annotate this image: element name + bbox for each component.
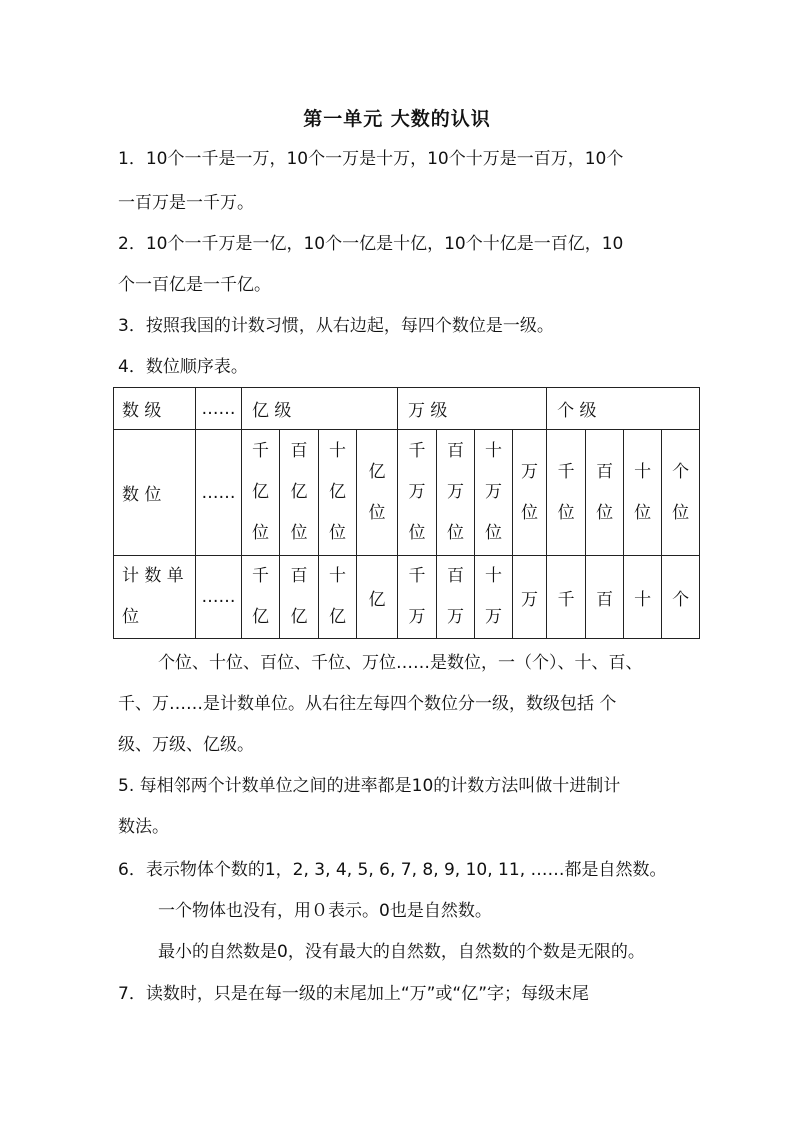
cell-unit-wan: 万: [513, 556, 547, 639]
item-3: 3．按照我国的计数习惯，从右边起，每四个数位是一级。: [118, 316, 554, 336]
cell-digit-yi: 亿 位: [357, 430, 398, 556]
cell-digit-qianyi: 千 亿 位: [242, 430, 280, 556]
cell-digit-baiwan: 百 万 位: [437, 430, 475, 556]
cell-unit-shiyi: 十 亿: [319, 556, 357, 639]
place-value-table: [113, 387, 700, 639]
cell-digit-ge: 个 位: [662, 430, 700, 556]
page-title: 第一单元 大数的认识: [303, 108, 491, 130]
cell-unit-qianwan: 千 万: [398, 556, 437, 639]
table-row-units: [114, 556, 700, 639]
cell-group-ge: 个 级: [547, 388, 700, 430]
cell-unit-yi: 亿: [357, 556, 398, 639]
item-1-line-2: 一百万是一千万。: [118, 193, 254, 213]
cell-digit-label: 数 位: [114, 430, 196, 556]
para-line-3: 级、万级、亿级。: [118, 735, 254, 755]
cell-digit-qianwan: 千 万 位: [398, 430, 437, 556]
cell-ellipsis: ……: [196, 430, 242, 556]
cell-ellipsis: ……: [196, 388, 242, 430]
para-line-1: 个位、十位、百位、千位、万位……是数位，一（个）、十、百、: [158, 653, 643, 673]
cell-digit-qian: 千 位: [547, 430, 586, 556]
cell-unit-bai: 百: [586, 556, 624, 639]
table-row-levels: [114, 388, 700, 430]
item-6-line-3: 最小的自然数是0，没有最大的自然数，自然数的个数是无限的。: [158, 942, 645, 962]
cell-digit-shi: 十 位: [624, 430, 662, 556]
cell-unit-label: 计 数 单 位: [114, 556, 196, 639]
cell-digit-bai: 百 位: [586, 430, 624, 556]
table-row-digits: [114, 430, 700, 556]
item-6-line-1: 6．表示物体个数的1，2, 3, 4, 5, 6, 7, 8, 9, 10, 11, ……都是自然数。: [118, 860, 667, 880]
item-5-line-1: 5. 每相邻两个计数单位之间的进率都是10的计数方法叫做十进制计: [118, 776, 621, 796]
cell-unit-ge: 个: [662, 556, 700, 639]
cell-unit-qian: 千: [547, 556, 586, 639]
item-4: 4．数位顺序表。: [118, 357, 248, 377]
item-2-line-1: 2．10个一千万是一亿，10个一亿是十亿，10个十亿是一百亿，10: [118, 234, 624, 254]
item-5-line-2: 数法。: [118, 817, 169, 837]
item-1-line-1: 1．10个一千是一万，10个一万是十万，10个十万是一百万，10个: [118, 149, 624, 169]
cell-digit-shiwan: 十 万 位: [475, 430, 513, 556]
cell-digit-baiyi: 百 亿 位: [280, 430, 319, 556]
cell-unit-qianyi: 千 亿: [242, 556, 280, 639]
cell-digit-wan: 万 位: [513, 430, 547, 556]
cell-level-label: 数 级: [114, 388, 196, 430]
cell-unit-baiwan: 百 万: [437, 556, 475, 639]
item-2-line-2: 个一百亿是一千亿。: [118, 275, 271, 295]
para-line-2: 千、万……是计数单位。从右往左每四个数位分一级，数级包括 个: [118, 694, 617, 714]
cell-unit-shiwan: 十 万: [475, 556, 513, 639]
cell-group-wan: 万 级: [398, 388, 547, 430]
cell-digit-shiyi: 十 亿 位: [319, 430, 357, 556]
cell-unit-shi: 十: [624, 556, 662, 639]
cell-ellipsis: ……: [196, 556, 242, 639]
item-6-line-2: 一个物体也没有，用０表示。0也是自然数。: [158, 901, 492, 921]
cell-unit-baiyi: 百 亿: [280, 556, 319, 639]
cell-group-yi: 亿 级: [242, 388, 398, 430]
item-7: 7．读数时，只是在每一级的末尾加上“万”或“亿”字；每级末尾: [118, 984, 590, 1004]
